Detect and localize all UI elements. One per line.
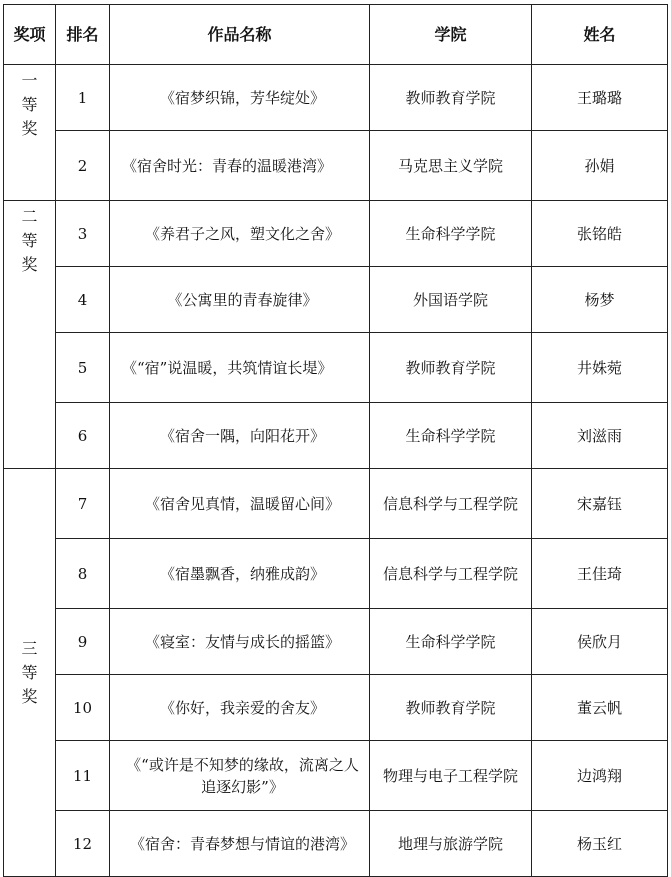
header-rank: 排名: [56, 5, 110, 65]
table-row: [4, 333, 668, 403]
title-cell: 《你好，我亲爱的舍友》: [110, 675, 370, 741]
award-text: [4, 637, 55, 709]
table-row: [4, 539, 668, 609]
award-char: 一: [21, 71, 38, 90]
name-cell: 杨梦: [532, 267, 668, 333]
name-cell: 侯欣月: [532, 609, 668, 675]
table-row: [4, 131, 668, 201]
title-cell: 《宿梦织锦，芳华绽处》: [110, 65, 370, 131]
title-cell: 《宿舍：青春梦想与情谊的港湾》: [110, 811, 370, 877]
college-cell: 教师教育学院: [370, 333, 532, 403]
award-text: [4, 205, 55, 277]
table-row: [4, 609, 668, 675]
award-char: 三: [21, 638, 38, 658]
awards-table: [3, 4, 668, 877]
college-cell: 物理与电子工程学院: [370, 741, 532, 811]
name-cell: 王佳琦: [532, 539, 668, 609]
header-row: [4, 5, 668, 65]
rank-cell: 5: [56, 333, 110, 403]
rank-cell: 11: [56, 741, 110, 811]
title-cell: 《公寓里的青春旋律》: [110, 267, 370, 333]
table-row: [4, 469, 668, 539]
name-cell: 宋嘉钰: [532, 469, 668, 539]
award-char: 奖: [21, 119, 38, 138]
college-cell: 信息科学与工程学院: [370, 469, 532, 539]
college-cell: 教师教育学院: [370, 675, 532, 741]
title-cell: 《寝室：友情与成长的摇篮》: [110, 609, 370, 675]
award-char: 二: [21, 207, 38, 226]
table-row: [4, 267, 668, 333]
table-row: [4, 675, 668, 741]
header-college: 学院: [370, 5, 532, 65]
award-first: [4, 65, 56, 201]
title-cell: 《养君子之风，塑文化之舍》: [110, 201, 370, 267]
rank-cell: 6: [56, 403, 110, 469]
table-row: [4, 741, 668, 811]
name-cell: 董云帆: [532, 675, 668, 741]
title-cell: 《“宿”说温暖，共筑情谊长堤》: [110, 333, 370, 403]
college-cell: 马克思主义学院: [370, 131, 532, 201]
title-cell: 《宿舍时光：青春的温暖港湾》: [110, 131, 370, 201]
award-char: 等: [21, 662, 38, 682]
rank-cell: 3: [56, 201, 110, 267]
header-title: 作品名称: [110, 5, 370, 65]
rank-cell: 12: [56, 811, 110, 877]
rank-cell: 2: [56, 131, 110, 201]
name-cell: 张铭皓: [532, 201, 668, 267]
name-cell: 王璐璐: [532, 65, 668, 131]
award-char: 等: [21, 95, 38, 114]
header-award: 奖项: [4, 5, 56, 65]
title-cell: 《“或许是不知梦的缘故，流离之人追逐幻影”》: [110, 741, 370, 811]
table-row: [4, 201, 668, 267]
rank-cell: 7: [56, 469, 110, 539]
name-cell: 边鸿翔: [532, 741, 668, 811]
table-row: [4, 65, 668, 131]
name-cell: 刘滋雨: [532, 403, 668, 469]
award-char: 等: [21, 231, 38, 250]
table-row: [4, 811, 668, 877]
rank-cell: 4: [56, 267, 110, 333]
rank-cell: 10: [56, 675, 110, 741]
table-row: [4, 403, 668, 469]
college-cell: 信息科学与工程学院: [370, 539, 532, 609]
header-name: 姓名: [532, 5, 668, 65]
rank-cell: 8: [56, 539, 110, 609]
title-cell: 《宿墨飘香，纳雅成韵》: [110, 539, 370, 609]
title-cell: 《宿舍见真情，温暖留心间》: [110, 469, 370, 539]
award-third: [4, 469, 56, 877]
college-cell: 外国语学院: [370, 267, 532, 333]
name-cell: 孙娟: [532, 131, 668, 201]
college-cell: 地理与旅游学院: [370, 811, 532, 877]
college-cell: 生命科学学院: [370, 609, 532, 675]
college-cell: 生命科学学院: [370, 403, 532, 469]
name-cell: 井姝菀: [532, 333, 668, 403]
award-char: 奖: [21, 686, 38, 706]
award-text: [4, 69, 55, 141]
title-cell: 《宿舍一隅，向阳花开》: [110, 403, 370, 469]
award-second: [4, 201, 56, 469]
rank-cell: 1: [56, 65, 110, 131]
name-cell: 杨玉红: [532, 811, 668, 877]
college-cell: 教师教育学院: [370, 65, 532, 131]
rank-cell: 9: [56, 609, 110, 675]
award-char: 奖: [21, 255, 38, 274]
college-cell: 生命科学学院: [370, 201, 532, 267]
